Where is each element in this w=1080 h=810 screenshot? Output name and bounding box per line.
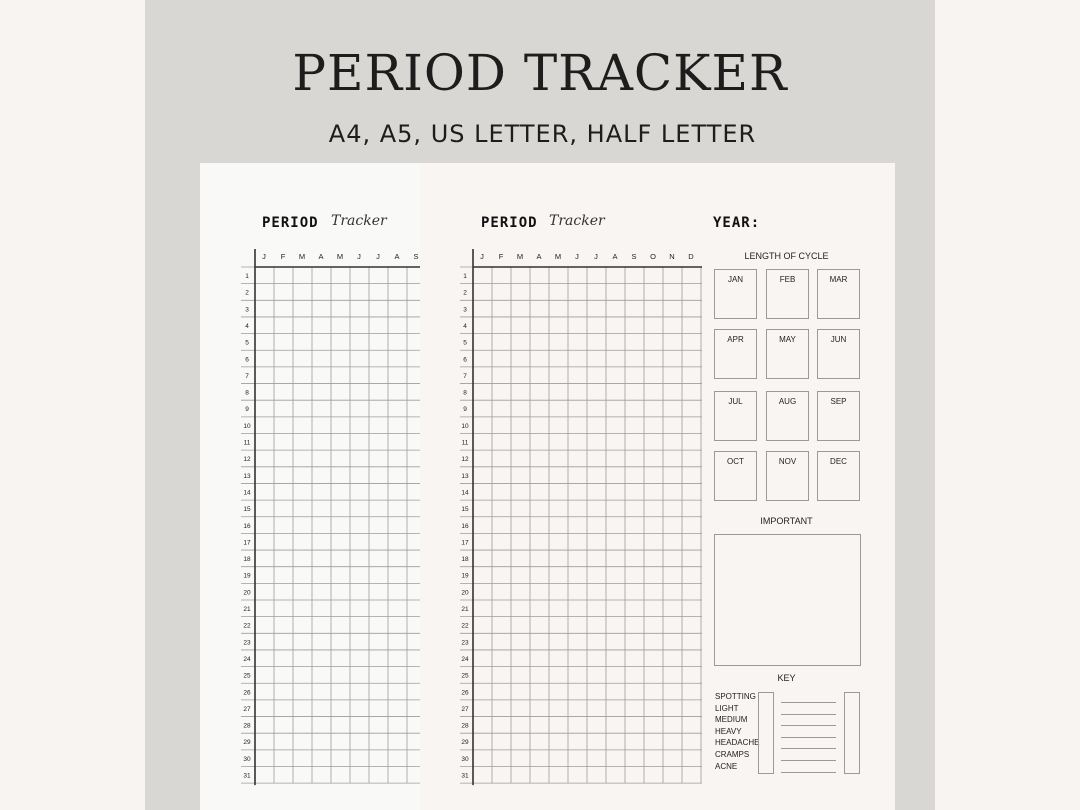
cycle-box-label: NOV — [778, 457, 797, 466]
cycle-box-aug[interactable] — [766, 391, 809, 441]
left-day-label: 6 — [245, 356, 249, 364]
cycle-box-jan[interactable] — [714, 269, 757, 319]
left-day-label: 1 — [245, 273, 249, 280]
right-day-label: 6 — [463, 356, 467, 364]
cycle-box-label: JUN — [830, 335, 847, 344]
right-month-label: F — [498, 252, 504, 261]
cycle-box-apr[interactable] — [714, 329, 757, 379]
right-day-label: 11 — [461, 439, 469, 447]
right-month-label: M — [516, 252, 524, 261]
right-day-label: 30 — [461, 755, 469, 763]
cycle-box-label: FEB — [779, 275, 796, 284]
left-day-label: 27 — [243, 705, 251, 713]
key-entry-line[interactable] — [781, 748, 836, 749]
right-day-label: 7 — [463, 372, 467, 380]
right-day-label: 1 — [463, 273, 467, 280]
cycle-box-mar[interactable] — [817, 269, 860, 319]
right-day-label: 19 — [461, 572, 469, 580]
left-month-label: S — [413, 252, 419, 261]
right-month-label: O — [650, 252, 656, 261]
key-entry-line[interactable] — [781, 714, 836, 715]
right-month-label: M — [554, 252, 562, 261]
right-day-label: 29 — [461, 739, 469, 747]
left-day-label: 26 — [243, 689, 251, 697]
key-item-heavy: HEAVY — [715, 726, 742, 736]
right-day-label: 23 — [461, 639, 469, 647]
left-day-label: 4 — [245, 322, 249, 330]
right-tracker-page — [420, 163, 895, 810]
cycle-box-oct[interactable] — [714, 451, 757, 501]
left-day-label: 2 — [245, 289, 249, 297]
cycle-box-nov[interactable] — [766, 451, 809, 501]
key-entry-line[interactable] — [781, 760, 836, 761]
left-day-label: 21 — [243, 606, 251, 613]
left-day-label: 31 — [243, 772, 251, 780]
right-month-label: J — [594, 252, 598, 261]
cycle-box-label: OCT — [727, 457, 744, 466]
right-day-label: 25 — [461, 672, 469, 680]
left-day-label: 20 — [243, 589, 251, 597]
key-entry-line[interactable] — [781, 702, 836, 703]
left-day-label: 18 — [243, 556, 251, 564]
important-heading: IMPORTANT — [760, 516, 813, 526]
right-day-label: 15 — [461, 506, 469, 514]
key-entry-line[interactable] — [781, 772, 836, 773]
page-subtitle: A4, A5, US LETTER, HALF LETTER — [328, 120, 757, 148]
right-day-label: 24 — [461, 655, 469, 663]
cycle-box-may[interactable] — [766, 329, 809, 379]
cycle-heading: LENGTH OF CYCLE — [744, 251, 829, 261]
left-day-label: 22 — [243, 622, 251, 630]
left-day-label: 15 — [243, 506, 251, 514]
key-item-acne: ACNE — [715, 761, 738, 771]
cycle-box-label: MAY — [779, 335, 796, 344]
right-day-label: 12 — [461, 456, 469, 464]
left-day-label: 7 — [245, 372, 249, 380]
cycle-box-sep[interactable] — [817, 391, 860, 441]
left-month-label: J — [357, 252, 361, 261]
right-day-label: 22 — [461, 622, 469, 630]
cycle-box-dec[interactable] — [817, 451, 860, 501]
cycle-box-label: SEP — [830, 397, 847, 406]
cycle-box-feb[interactable] — [766, 269, 809, 319]
page-title: PERIOD TRACKER — [292, 44, 788, 102]
left-title-bold: PERIOD — [262, 215, 319, 231]
right-day-label: 2 — [463, 289, 467, 297]
right-day-label: 9 — [463, 406, 467, 414]
key-item-cramps: CRAMPS — [715, 750, 750, 759]
left-day-label: 29 — [243, 739, 251, 747]
right-day-label: 3 — [463, 306, 467, 314]
right-day-label: 21 — [461, 606, 469, 613]
left-day-label: 28 — [243, 722, 251, 730]
year-label: YEAR: — [713, 215, 761, 231]
right-month-label: A — [612, 252, 618, 261]
left-day-label: 17 — [243, 539, 251, 547]
cycle-box-label: JAN — [727, 275, 744, 284]
right-title-script: Tracker — [549, 213, 605, 229]
right-month-label: D — [688, 252, 694, 261]
right-day-label: 16 — [461, 522, 469, 530]
left-month-label: A — [394, 252, 400, 261]
key-entry-line[interactable] — [781, 725, 836, 726]
left-month-label: J — [262, 252, 266, 261]
right-day-label: 27 — [461, 705, 469, 713]
cycle-box-label: APR — [727, 335, 744, 344]
key-color-bar-right — [844, 692, 860, 774]
left-day-label: 11 — [243, 439, 251, 447]
important-notes-box[interactable] — [714, 534, 861, 666]
left-tracker-grid — [200, 163, 420, 810]
left-title-script: Tracker — [331, 213, 387, 229]
left-day-label: 23 — [243, 639, 251, 647]
cycle-box-jun[interactable] — [817, 329, 860, 379]
cycle-box-label: AUG — [778, 397, 797, 406]
right-day-label: 8 — [463, 389, 467, 397]
left-month-label: M — [336, 252, 344, 261]
left-day-label: 13 — [243, 472, 251, 480]
key-item-spotting: SPOTTING — [715, 692, 756, 701]
right-day-label: 4 — [463, 322, 467, 330]
right-month-label: J — [575, 252, 579, 261]
cycle-box-label: MAR — [829, 275, 848, 284]
left-month-label: F — [280, 252, 286, 261]
right-day-label: 26 — [461, 689, 469, 697]
right-month-label: S — [631, 252, 637, 261]
left-day-label: 24 — [243, 655, 251, 663]
right-tracker-grid — [420, 163, 720, 810]
left-tracker-page — [200, 163, 420, 810]
left-day-label: 3 — [245, 306, 249, 314]
left-day-label: 8 — [245, 389, 249, 397]
key-heading: KEY — [777, 673, 796, 683]
left-day-label: 14 — [243, 489, 251, 497]
right-title-bold: PERIOD — [481, 215, 538, 231]
right-day-label: 17 — [461, 539, 469, 547]
right-month-label: J — [480, 252, 484, 261]
right-month-label: N — [669, 252, 675, 261]
key-item-light: LIGHT — [715, 703, 739, 713]
right-day-label: 31 — [461, 772, 469, 780]
left-month-label: A — [318, 252, 324, 261]
cycle-box-label: JUL — [728, 397, 743, 406]
left-day-label: 25 — [243, 672, 251, 680]
cycle-box-jul[interactable] — [714, 391, 757, 441]
left-day-label: 30 — [243, 755, 251, 763]
key-item-headache: HEADACHE — [715, 738, 760, 748]
key-item-medium: MEDIUM — [715, 715, 748, 725]
key-color-bar-left — [758, 692, 774, 774]
cycle-box-label: DEC — [830, 457, 847, 466]
left-day-label: 5 — [245, 339, 249, 347]
right-month-label: A — [536, 252, 542, 261]
right-day-label: 13 — [461, 472, 469, 480]
key-entry-line[interactable] — [781, 737, 836, 738]
left-day-label: 9 — [245, 406, 249, 414]
right-day-label: 20 — [461, 589, 469, 597]
right-day-label: 14 — [461, 489, 469, 497]
right-day-label: 10 — [461, 422, 469, 430]
left-month-label: J — [376, 252, 380, 261]
right-day-label: 18 — [461, 556, 469, 564]
left-day-label: 19 — [243, 572, 251, 580]
right-day-label: 5 — [463, 339, 467, 347]
left-day-label: 10 — [243, 422, 251, 430]
left-day-label: 12 — [243, 456, 251, 464]
right-day-label: 28 — [461, 722, 469, 730]
left-month-label: M — [298, 252, 306, 261]
left-day-label: 16 — [243, 522, 251, 530]
